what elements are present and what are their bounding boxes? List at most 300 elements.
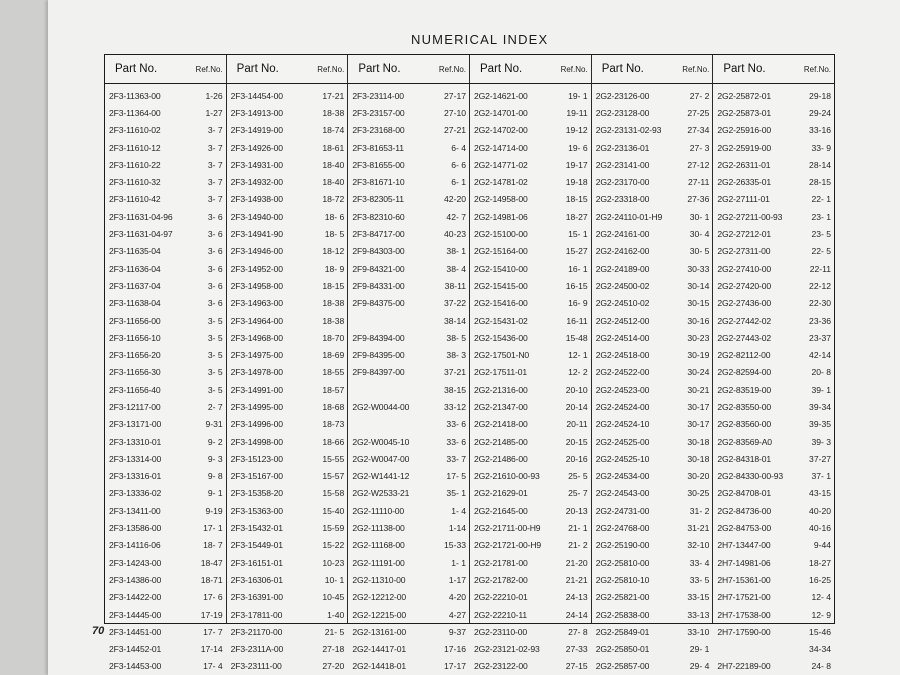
ref-number: 31-21: [687, 523, 710, 534]
ref-number: 29-24: [809, 107, 832, 118]
index-row: [592, 468, 713, 485]
part-number: 2G2-23131-02-93: [595, 125, 662, 136]
index-row: [470, 485, 591, 502]
index-row: [227, 87, 348, 104]
part-number: 2H7-13447-00: [717, 540, 771, 551]
ref-number: 4-20: [448, 592, 467, 603]
index-row: [592, 554, 713, 571]
index-row: [348, 191, 469, 208]
part-number: 2F3-84717-00: [352, 229, 405, 240]
ref-number: 15-48: [565, 332, 588, 343]
part-number: 2F3-14946-00: [230, 246, 283, 257]
part-number: 2G2-14714-00: [474, 142, 528, 153]
ref-number: 18- 6: [324, 211, 345, 222]
index-row: [713, 312, 834, 329]
ref-number: 20-15: [565, 436, 588, 447]
part-number: 2F3-14941-90: [230, 229, 283, 240]
index-row: [470, 295, 591, 312]
index-row: [105, 485, 226, 502]
part-number: 2G2-25872-01: [717, 90, 771, 101]
part-number: 2F3-11635-04: [109, 246, 161, 257]
ref-number: 33-10: [687, 626, 710, 637]
index-row: [713, 260, 834, 277]
part-number: 2G2-W0047-00: [352, 453, 410, 464]
index-row: [227, 225, 348, 242]
part-number: 2H7-14981-06: [717, 557, 771, 568]
page-number: 70: [92, 625, 105, 637]
ref-number: 3- 6: [207, 211, 223, 222]
part-number: 2G2-22210-01: [474, 592, 528, 603]
ref-number: 33- 6: [446, 436, 467, 447]
index-row: [592, 243, 713, 260]
ref-number: 27- 2: [689, 90, 710, 101]
ref-number: 3- 7: [207, 142, 223, 153]
index-row: [713, 173, 834, 190]
index-row: [470, 554, 591, 571]
index-row: [713, 658, 834, 675]
ref-number: 38-14: [444, 315, 467, 326]
part-number: 2F3-81655-00: [352, 159, 405, 170]
ref-number: 20-16: [565, 453, 588, 464]
index-row: [227, 571, 348, 588]
ref-number: 18-66: [322, 436, 345, 447]
ref-number: 18-57: [322, 384, 345, 395]
index-row: [348, 416, 469, 433]
part-number: 2G2-25838-00: [595, 609, 650, 620]
index-row: [470, 173, 591, 190]
ref-number: 18-12: [322, 246, 345, 257]
index-row: [105, 139, 226, 156]
ref-number: 15-22: [322, 540, 345, 551]
ref-number: 27-10: [444, 107, 467, 118]
part-no-header: Part No.: [115, 63, 158, 75]
ref-number: 22-11: [809, 263, 832, 274]
index-row: [348, 87, 469, 104]
part-number: 2G2-83519-00: [717, 384, 771, 395]
index-row: [227, 433, 348, 450]
column-body: [470, 84, 591, 675]
index-row: [105, 502, 226, 519]
index-row: [592, 364, 713, 381]
index-row: [470, 104, 591, 121]
ref-number: 17- 7: [203, 626, 223, 637]
index-row: [713, 398, 834, 415]
index-row: [105, 416, 226, 433]
column-body: [105, 84, 226, 675]
ref-number: 24-13: [565, 592, 588, 603]
index-row: [713, 104, 834, 121]
part-number: 2G2-11110-00: [352, 505, 405, 516]
ref-number: 15-27: [565, 246, 588, 257]
part-number: 2F9-84303-00: [352, 246, 405, 257]
index-row: [227, 468, 348, 485]
index-row: [592, 381, 713, 398]
ref-number: 3- 5: [207, 367, 223, 378]
ref-number: 3- 5: [207, 332, 223, 343]
index-row: [713, 416, 834, 433]
part-number: 2G2-21347-00: [474, 401, 528, 412]
ref-number: 33-16: [809, 125, 832, 136]
ref-number: 12- 4: [811, 592, 832, 603]
index-row: [227, 623, 348, 640]
ref-number: 18-38: [322, 298, 345, 309]
index-row: [348, 589, 469, 606]
part-number: 2G2-24768-00: [595, 523, 650, 534]
index-row: [105, 295, 226, 312]
index-row: [592, 87, 713, 104]
ref-number: 23-36: [809, 315, 832, 326]
ref-number: 15-59: [322, 523, 345, 534]
index-row: [105, 87, 226, 104]
index-column: [712, 55, 834, 672]
ref-number: 39- 1: [811, 384, 832, 395]
part-number: 2G2-23126-00: [595, 90, 650, 101]
ref-number: 19- 1: [568, 90, 588, 101]
index-row: [227, 589, 348, 606]
ref-number: 23-37: [809, 332, 832, 343]
part-number: 2F3-14452-01: [109, 644, 162, 655]
ref-number: 17-16: [444, 644, 467, 655]
part-number: 2G2-23170-00: [595, 177, 650, 188]
index-row: [227, 139, 348, 156]
index-row: [470, 519, 591, 536]
part-number: 2G2-11191-00: [352, 557, 405, 568]
part-number: 2G2-21485-00: [474, 436, 528, 447]
part-number: 2G2-11138-00: [352, 523, 405, 534]
index-row: [105, 623, 226, 640]
index-row: [105, 260, 226, 277]
index-row: [470, 260, 591, 277]
part-number: 2G2-21418-00: [474, 419, 528, 430]
ref-number: 30-17: [687, 419, 710, 430]
ref-number: 9- 2: [207, 436, 223, 447]
part-number: 2F3-23157-00: [352, 107, 405, 118]
part-number: 2G2-W1441-12: [352, 471, 410, 482]
ref-number: 30-24: [687, 367, 710, 378]
ref-number: 16-11: [566, 315, 588, 326]
part-number: 2G2-21645-00: [474, 505, 528, 516]
ref-number: 18- 7: [203, 540, 223, 551]
index-column: [469, 55, 591, 672]
ref-number: 33-12: [444, 401, 467, 412]
index-row: [592, 225, 713, 242]
ref-no-header: Ref.No.: [560, 64, 588, 74]
part-number: 2F9-84394-00: [352, 332, 405, 343]
ref-number: 30-19: [687, 350, 710, 361]
index-row: [227, 295, 348, 312]
ref-number: 30- 5: [689, 246, 710, 257]
part-number: 2G2-W0045-10: [352, 436, 410, 447]
index-row: [470, 87, 591, 104]
part-number: 2F3-11363-00: [109, 90, 161, 101]
ref-number: 22- 1: [811, 194, 832, 205]
part-number: 2G2-27311-00: [717, 246, 771, 257]
ref-number: 2- 7: [207, 401, 223, 412]
ref-number: 30-17: [687, 401, 710, 412]
part-number: 2G2-21711-00-H9: [474, 523, 541, 534]
ref-number: 30-21: [687, 384, 710, 395]
part-number: 2G2-24500-02: [595, 280, 650, 291]
ref-number: 37-22: [444, 298, 467, 309]
ref-number: 22-30: [809, 298, 832, 309]
part-no-header: Part No.: [480, 63, 523, 75]
index-row: [227, 537, 348, 554]
part-number: 2F3-14940-00: [230, 211, 283, 222]
index-row: [348, 346, 469, 363]
ref-number: 18-38: [322, 315, 345, 326]
ref-number: 29-18: [809, 90, 832, 101]
ref-number: 30-33: [687, 263, 710, 274]
index-row: [713, 329, 834, 346]
part-number: 2F3-14938-00: [230, 194, 283, 205]
ref-number: 12- 9: [811, 609, 832, 620]
index-row: [227, 208, 348, 225]
part-number: 2F3-11656-10: [109, 332, 161, 343]
part-number: 2F3-16306-01: [230, 574, 283, 585]
index-row: [348, 381, 469, 398]
index-row: [592, 346, 713, 363]
ref-number: 15-55: [322, 453, 345, 464]
index-row: [227, 364, 348, 381]
index-row: [470, 658, 591, 675]
ref-number: 1-26: [205, 90, 223, 101]
index-row: [227, 173, 348, 190]
index-row: [713, 589, 834, 606]
index-row: [713, 502, 834, 519]
index-row: [592, 641, 713, 658]
part-number: 2H7-15361-00: [717, 574, 771, 585]
ref-number: 29- 4: [689, 661, 710, 672]
part-number: 2H7-17590-00: [717, 626, 771, 637]
part-number: 2G2-26311-01: [717, 159, 771, 170]
part-number: 2G2-84708-01: [717, 488, 771, 499]
part-number: 2F3-14978-00: [230, 367, 283, 378]
index-row: [470, 139, 591, 156]
index-row: [713, 156, 834, 173]
part-number: 2F3-14964-00: [230, 315, 283, 326]
column-body: [592, 84, 713, 675]
ref-number: 9- 3: [207, 453, 223, 464]
index-row: [713, 554, 834, 571]
ref-number: 27-25: [687, 107, 710, 118]
part-number: 2G2-27442-02: [717, 315, 771, 326]
index-row: [348, 433, 469, 450]
part-number: 2G2-83569-A0: [717, 436, 772, 447]
column-body: [348, 84, 469, 675]
ref-number: 19-12: [565, 125, 588, 136]
part-number: 2G2-12212-00: [352, 592, 406, 603]
ref-number: 12- 1: [568, 350, 588, 361]
ref-number: 16- 1: [568, 263, 588, 274]
ref-number: 18-38: [322, 107, 345, 118]
part-number: 2G2-84753-00: [717, 523, 771, 534]
index-row: [348, 519, 469, 536]
index-row: [470, 623, 591, 640]
ref-number: 30-25: [687, 488, 710, 499]
index-row: [105, 329, 226, 346]
ref-number: 18- 9: [324, 263, 345, 274]
ref-number: 19-18: [565, 177, 588, 188]
index-row: [348, 485, 469, 502]
index-row: [470, 329, 591, 346]
index-row: [592, 416, 713, 433]
ref-number: 17-14: [200, 644, 223, 655]
part-no-header: Part No.: [723, 63, 766, 75]
index-row: [713, 606, 834, 623]
index-row: [105, 122, 226, 139]
part-number: 2G2-21721-00-H9: [474, 540, 542, 551]
ref-number: 3- 7: [207, 159, 223, 170]
ref-number: 27-12: [687, 159, 710, 170]
column-header: [470, 55, 591, 84]
part-number: 2G2-83560-00: [717, 419, 771, 430]
ref-number: 3- 7: [207, 125, 223, 136]
index-column: [105, 55, 226, 672]
part-number: 2G2-15100-00: [474, 229, 528, 240]
index-row: [470, 156, 591, 173]
index-row: [470, 571, 591, 588]
part-number: 2F3-11631-04-97: [109, 229, 173, 240]
part-number: 2F3-11610-12: [109, 142, 161, 153]
part-number: 2G2-24161-00: [595, 229, 650, 240]
index-row: [348, 450, 469, 467]
index-row: [105, 277, 226, 294]
index-row: [592, 433, 713, 450]
index-row: [105, 191, 226, 208]
ref-number: 18- 5: [324, 229, 345, 240]
part-no-header: Part No.: [236, 63, 279, 75]
index-column: [347, 55, 469, 672]
part-number: 2G2-21629-01: [474, 488, 528, 499]
ref-number: 18-15: [565, 194, 588, 205]
ref-number: 16- 9: [568, 298, 588, 309]
index-row: [105, 571, 226, 588]
part-number: 2G2-23128-00: [595, 107, 650, 118]
index-row: [592, 571, 713, 588]
index-row: [348, 208, 469, 225]
part-number: 2G2-24189-00: [595, 263, 650, 274]
ref-number: 18-15: [322, 280, 345, 291]
index-row: [105, 312, 226, 329]
ref-number: 40-20: [809, 505, 832, 516]
index-row: [227, 260, 348, 277]
ref-number: 12- 2: [568, 367, 588, 378]
index-row: [592, 139, 713, 156]
ref-number: 33- 5: [689, 574, 710, 585]
ref-number: 21-20: [565, 557, 588, 568]
part-number: 2G2-22210-11: [474, 609, 528, 620]
index-row: [105, 398, 226, 415]
part-number: 2G2-84330-00-93: [717, 471, 783, 482]
ref-number: 42- 7: [446, 211, 467, 222]
index-row: [105, 364, 226, 381]
ref-number: 19-11: [566, 107, 588, 118]
ref-number: 1-27: [205, 107, 223, 118]
index-row: [227, 606, 348, 623]
part-number: 2G2-25810-00: [595, 557, 650, 568]
index-row: [713, 433, 834, 450]
ref-number: 22-12: [809, 280, 832, 291]
part-number: 2G2-23136-01: [595, 142, 650, 153]
index-row: [227, 346, 348, 363]
index-row: [348, 277, 469, 294]
index-row: [713, 450, 834, 467]
index-row: [713, 139, 834, 156]
part-number: 2G2-14771-02: [474, 159, 528, 170]
index-row: [348, 225, 469, 242]
part-number: 2F3-81671-10: [352, 177, 405, 188]
ref-number: 10-45: [322, 592, 345, 603]
part-number: 2G2-25873-01: [717, 107, 771, 118]
part-number: 2G2-15410-00: [474, 263, 528, 274]
part-number: 2G2-14981-06: [474, 211, 528, 222]
part-number: 2F3-16151-01: [230, 557, 283, 568]
ref-number: 18-69: [322, 350, 345, 361]
part-number: 2G2-24514-00: [595, 332, 650, 343]
part-number: 2G2-21486-00: [474, 453, 528, 464]
part-number: 2F3-14116-06: [109, 540, 161, 551]
part-number: 2F3-13316-01: [109, 471, 162, 482]
ref-number: 35- 1: [446, 488, 467, 499]
index-row: [713, 346, 834, 363]
part-number: 2F3-11364-00: [109, 107, 161, 118]
index-row: [592, 658, 713, 675]
index-row: [227, 381, 348, 398]
part-number: 2G2-24525-10: [595, 453, 650, 464]
index-column: [226, 55, 348, 672]
index-row: [470, 277, 591, 294]
ref-number: 24- 8: [811, 661, 832, 672]
ref-number: 17- 4: [203, 661, 223, 672]
index-row: [470, 191, 591, 208]
index-row: [348, 156, 469, 173]
index-row: [227, 416, 348, 433]
part-number: 2G2-14701-00: [474, 107, 528, 118]
ref-number: 32-10: [687, 540, 710, 551]
part-number: 2G2-24524-00: [595, 401, 650, 412]
index-row: [592, 312, 713, 329]
ref-number: 27- 8: [568, 626, 588, 637]
ref-number: 28-14: [809, 159, 832, 170]
ref-number: 20-13: [565, 505, 588, 516]
index-row: [227, 243, 348, 260]
part-number: 2G2-25821-00: [595, 592, 650, 603]
index-row: [713, 537, 834, 554]
index-row: [227, 329, 348, 346]
ref-number: 21- 2: [568, 540, 588, 551]
index-row: [348, 173, 469, 190]
column-body: [227, 84, 348, 675]
index-row: [470, 589, 591, 606]
column-header: [348, 55, 469, 84]
part-number: 2F9-84375-00: [352, 298, 405, 309]
index-row: [105, 519, 226, 536]
ref-number: 15-57: [322, 471, 345, 482]
index-row: [470, 225, 591, 242]
index-row: [105, 606, 226, 623]
index-row: [713, 191, 834, 208]
ref-number: 34-34: [809, 644, 832, 655]
index-row: [348, 329, 469, 346]
index-row: [227, 312, 348, 329]
index-row: [713, 364, 834, 381]
index-row: [227, 554, 348, 571]
part-number: 2F3-14913-00: [230, 107, 283, 118]
ref-number: 9-37: [448, 626, 467, 637]
index-row: [470, 346, 591, 363]
ref-number: 20-10: [565, 384, 588, 395]
ref-number: 10- 1: [324, 574, 345, 585]
